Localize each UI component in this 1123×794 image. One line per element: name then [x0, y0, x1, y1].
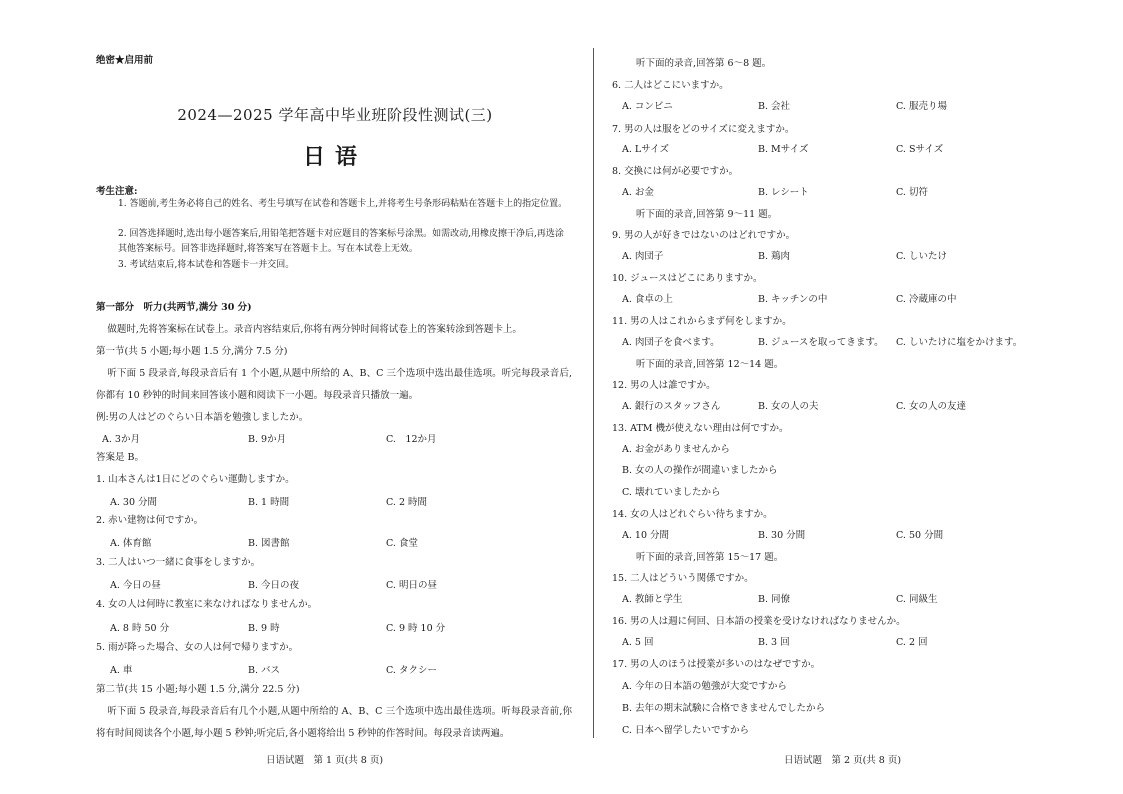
option-9a: A. 肉団子: [622, 251, 664, 262]
question-6: 6. 二人はどこにいますか。: [612, 80, 729, 91]
option-12a: A. 銀行のスタッフさん: [622, 401, 721, 412]
option-1c: C. 2 時間: [386, 497, 428, 508]
question-2: 2. 赤い建物は何ですか。: [96, 515, 204, 526]
notice-heading: 考生注意:: [96, 186, 138, 197]
section2-intro: 听下面 5 段录音,每段录音后有几个小题,从题中所给的 A、B、C 三个选项中选出最佳选项。听每段录音前,你将有时间阅读各个小题,每小题 5 秒钟;听完后,各小题将给出 5 秒钟的作答时间。每段录音读两遍。: [96, 706, 572, 739]
option-12b: B. 女の人の夫: [758, 401, 819, 412]
question-5: 5. 雨が降った場合、女の人は何で帰りますか。: [96, 642, 299, 653]
option-7b: B. Mサイズ: [758, 144, 809, 155]
section1-intro: 听下面 5 段录音,每段录音后有 1 个小题,从题中所给的 A、B、C 三个选项中选出最佳选项。听完每段录音后,你都有 10 秒钟的时间来回答该小题和阅读下一小题。每段录音只播放一遍。: [96, 368, 572, 401]
option-11b: B. ジュースを取ってきます。: [758, 337, 884, 348]
option-2c: C. 食堂: [386, 538, 418, 549]
exam-page-2: [612, 0, 1037, 794]
option-3a: A. 今日の昼: [110, 580, 161, 591]
option-10b: B. キッチンの中: [758, 294, 828, 305]
question-4: 4. 女の人は何時に教室に来なければなりませんか。: [96, 599, 318, 610]
option-12c: C. 女の人の友達: [896, 401, 966, 412]
exam-title: 2024—2025 学年高中毕业班阶段性测试(三): [177, 106, 493, 124]
option-4c: C. 9 時 10 分: [386, 623, 446, 634]
page-footer-2: 日语试题 第 2 页(共 8 页): [784, 755, 902, 766]
option-4b: B. 9 時: [248, 623, 280, 634]
example-answer: 答案是 B。: [96, 452, 145, 463]
option-6a: A. コンビニ: [622, 101, 673, 112]
option-15b: B. 同僚: [758, 594, 791, 605]
question-17: 17. 男の人のほうは授業が多いのはなぜですか。: [612, 659, 821, 670]
question-16: 16. 男の人は週に何回、日本語の授業を受けなければなりませんか。: [612, 616, 906, 627]
instruction-6-8: 听下面的录音,回答第 6～8 题。: [636, 58, 772, 69]
exam-page-1: [96, 0, 574, 794]
option-6b: B. 会社: [758, 101, 791, 112]
option-1a: A. 30 分間: [110, 497, 158, 508]
option-9b: B. 鶏肉: [758, 251, 791, 262]
option-17a: A. 今年の日本語の勉強が大変ですから: [622, 681, 787, 692]
page-footer-1: 日语试题 第 1 页(共 8 页): [266, 755, 384, 766]
option-1b: B. 1 時間: [248, 497, 290, 508]
example-option-a: A. 3か月: [102, 434, 140, 445]
option-7a: A. Lサイズ: [622, 144, 669, 155]
page-divider: [593, 48, 594, 738]
option-8b: B. レシート: [758, 187, 809, 198]
option-8c: C. 切符: [896, 187, 928, 198]
option-11a: A. 肉団子を食べます。: [622, 337, 720, 348]
question-13: 13. ATM 機が使えない理由は何ですか。: [612, 423, 789, 434]
question-8: 8. 交換には何が必要ですか。: [612, 166, 739, 177]
question-7: 7. 男の人は服をどのサイズに変えますか。: [612, 124, 795, 135]
option-5b: B. バス: [248, 665, 281, 676]
option-11c: C. しいたけに塩をかけます。: [896, 337, 1023, 348]
option-17c: C. 日本へ留学したいですから: [622, 725, 749, 736]
notice-item: 1. 答题前,考生务必将自己的姓名、考生号填写在试卷和答题卡上,并将考生号条形码粘贴在答题卡上的指定位置。: [118, 199, 568, 209]
option-14a: A. 10 分間: [622, 530, 670, 541]
instruction-15-17: 听下面的录音,回答第 15～17 题。: [636, 552, 784, 563]
example-option-c: C. 12か月: [386, 434, 437, 445]
instruction-9-11: 听下面的录音,回答第 9～11 题。: [636, 209, 778, 220]
option-5c: C. タクシー: [386, 665, 437, 676]
option-9c: C. しいたけ: [896, 251, 947, 262]
option-2b: B. 図書館: [248, 538, 290, 549]
option-17b: B. 去年の期末試験に合格できませんでしたから: [622, 703, 826, 714]
option-13c: C. 壊れていましたから: [622, 487, 721, 498]
option-8a: A. お金: [622, 187, 654, 198]
option-2a: A. 体育館: [110, 538, 152, 549]
option-6c: C. 服売り場: [896, 101, 947, 112]
option-10c: C. 冷蔵庫の中: [896, 294, 957, 305]
example-question: 例:男の人はどのぐらい日本語を勉強しましたか。: [96, 412, 309, 423]
confidential-label: 绝密★启用前: [96, 55, 154, 66]
option-7c: C. Sサイズ: [896, 144, 944, 155]
option-3b: B. 今日の夜: [248, 580, 300, 591]
question-9: 9. 男の人が好きではないのはどれですか。: [612, 230, 796, 241]
option-13b: B. 女の人の操作が間違いましたから: [622, 465, 778, 476]
section1-heading: 第一节(共 5 小题;每小题 1.5 分,满分 7.5 分): [96, 346, 288, 357]
section2-heading: 第二节(共 15 小题;每小题 1.5 分,满分 22.5 分): [96, 684, 300, 695]
question-14: 14. 女の人はどれぐらい待ちますか。: [612, 509, 773, 520]
part1-heading: 第一部分 听力(共两节,满分 30 分): [96, 302, 252, 313]
option-16b: B. 3 回: [758, 637, 790, 648]
question-11: 11. 男の人はこれからまず何をしますか。: [612, 316, 792, 327]
question-15: 15. 二人はどういう関係ですか。: [612, 573, 754, 584]
option-14b: B. 30 分間: [758, 530, 806, 541]
option-15c: C. 同級生: [896, 594, 938, 605]
subject-title: 日语: [302, 144, 367, 170]
notice-item: 3. 考试结束后,将本试卷和答题卡一并交回。: [118, 260, 295, 270]
option-3c: C. 明日の昼: [386, 580, 437, 591]
question-1: 1. 山本さんは1日にどのぐらい運動しますか。: [96, 474, 295, 485]
notice-item: 2. 回答选择题时,选出每小题答案后,用铅笔把答题卡对应题目的答案标号涂黑。如需改动,用橡皮擦干净后,再选涂其他答案标号。回答非选择题时,将答案写在答题卡上。写在本试卷上无效。: [118, 229, 564, 254]
option-13a: A. お金がありませんから: [622, 444, 730, 455]
option-15a: A. 教師と学生: [622, 594, 683, 605]
part1-intro: 做题时,先将答案标在试卷上。录音内容结束后,你将有两分钟时间将试卷上的答案转涂到答题卡上。: [107, 324, 522, 335]
option-4a: A. 8 時 50 分: [110, 623, 170, 634]
question-10: 10. ジュースはどこにありますか。: [612, 273, 763, 284]
option-10a: A. 食卓の上: [622, 294, 673, 305]
option-16a: A. 5 回: [622, 637, 654, 648]
question-3: 3. 二人はいつ一緒に食事をしますか。: [96, 557, 261, 568]
example-option-b: B. 9か月: [248, 434, 287, 445]
instruction-12-14: 听下面的录音,回答第 12～14 题。: [636, 359, 784, 370]
option-5a: A. 車: [110, 665, 133, 676]
option-16c: C. 2 回: [896, 637, 928, 648]
option-14c: C. 50 分間: [896, 530, 944, 541]
question-12: 12. 男の人は誰ですか。: [612, 380, 716, 391]
